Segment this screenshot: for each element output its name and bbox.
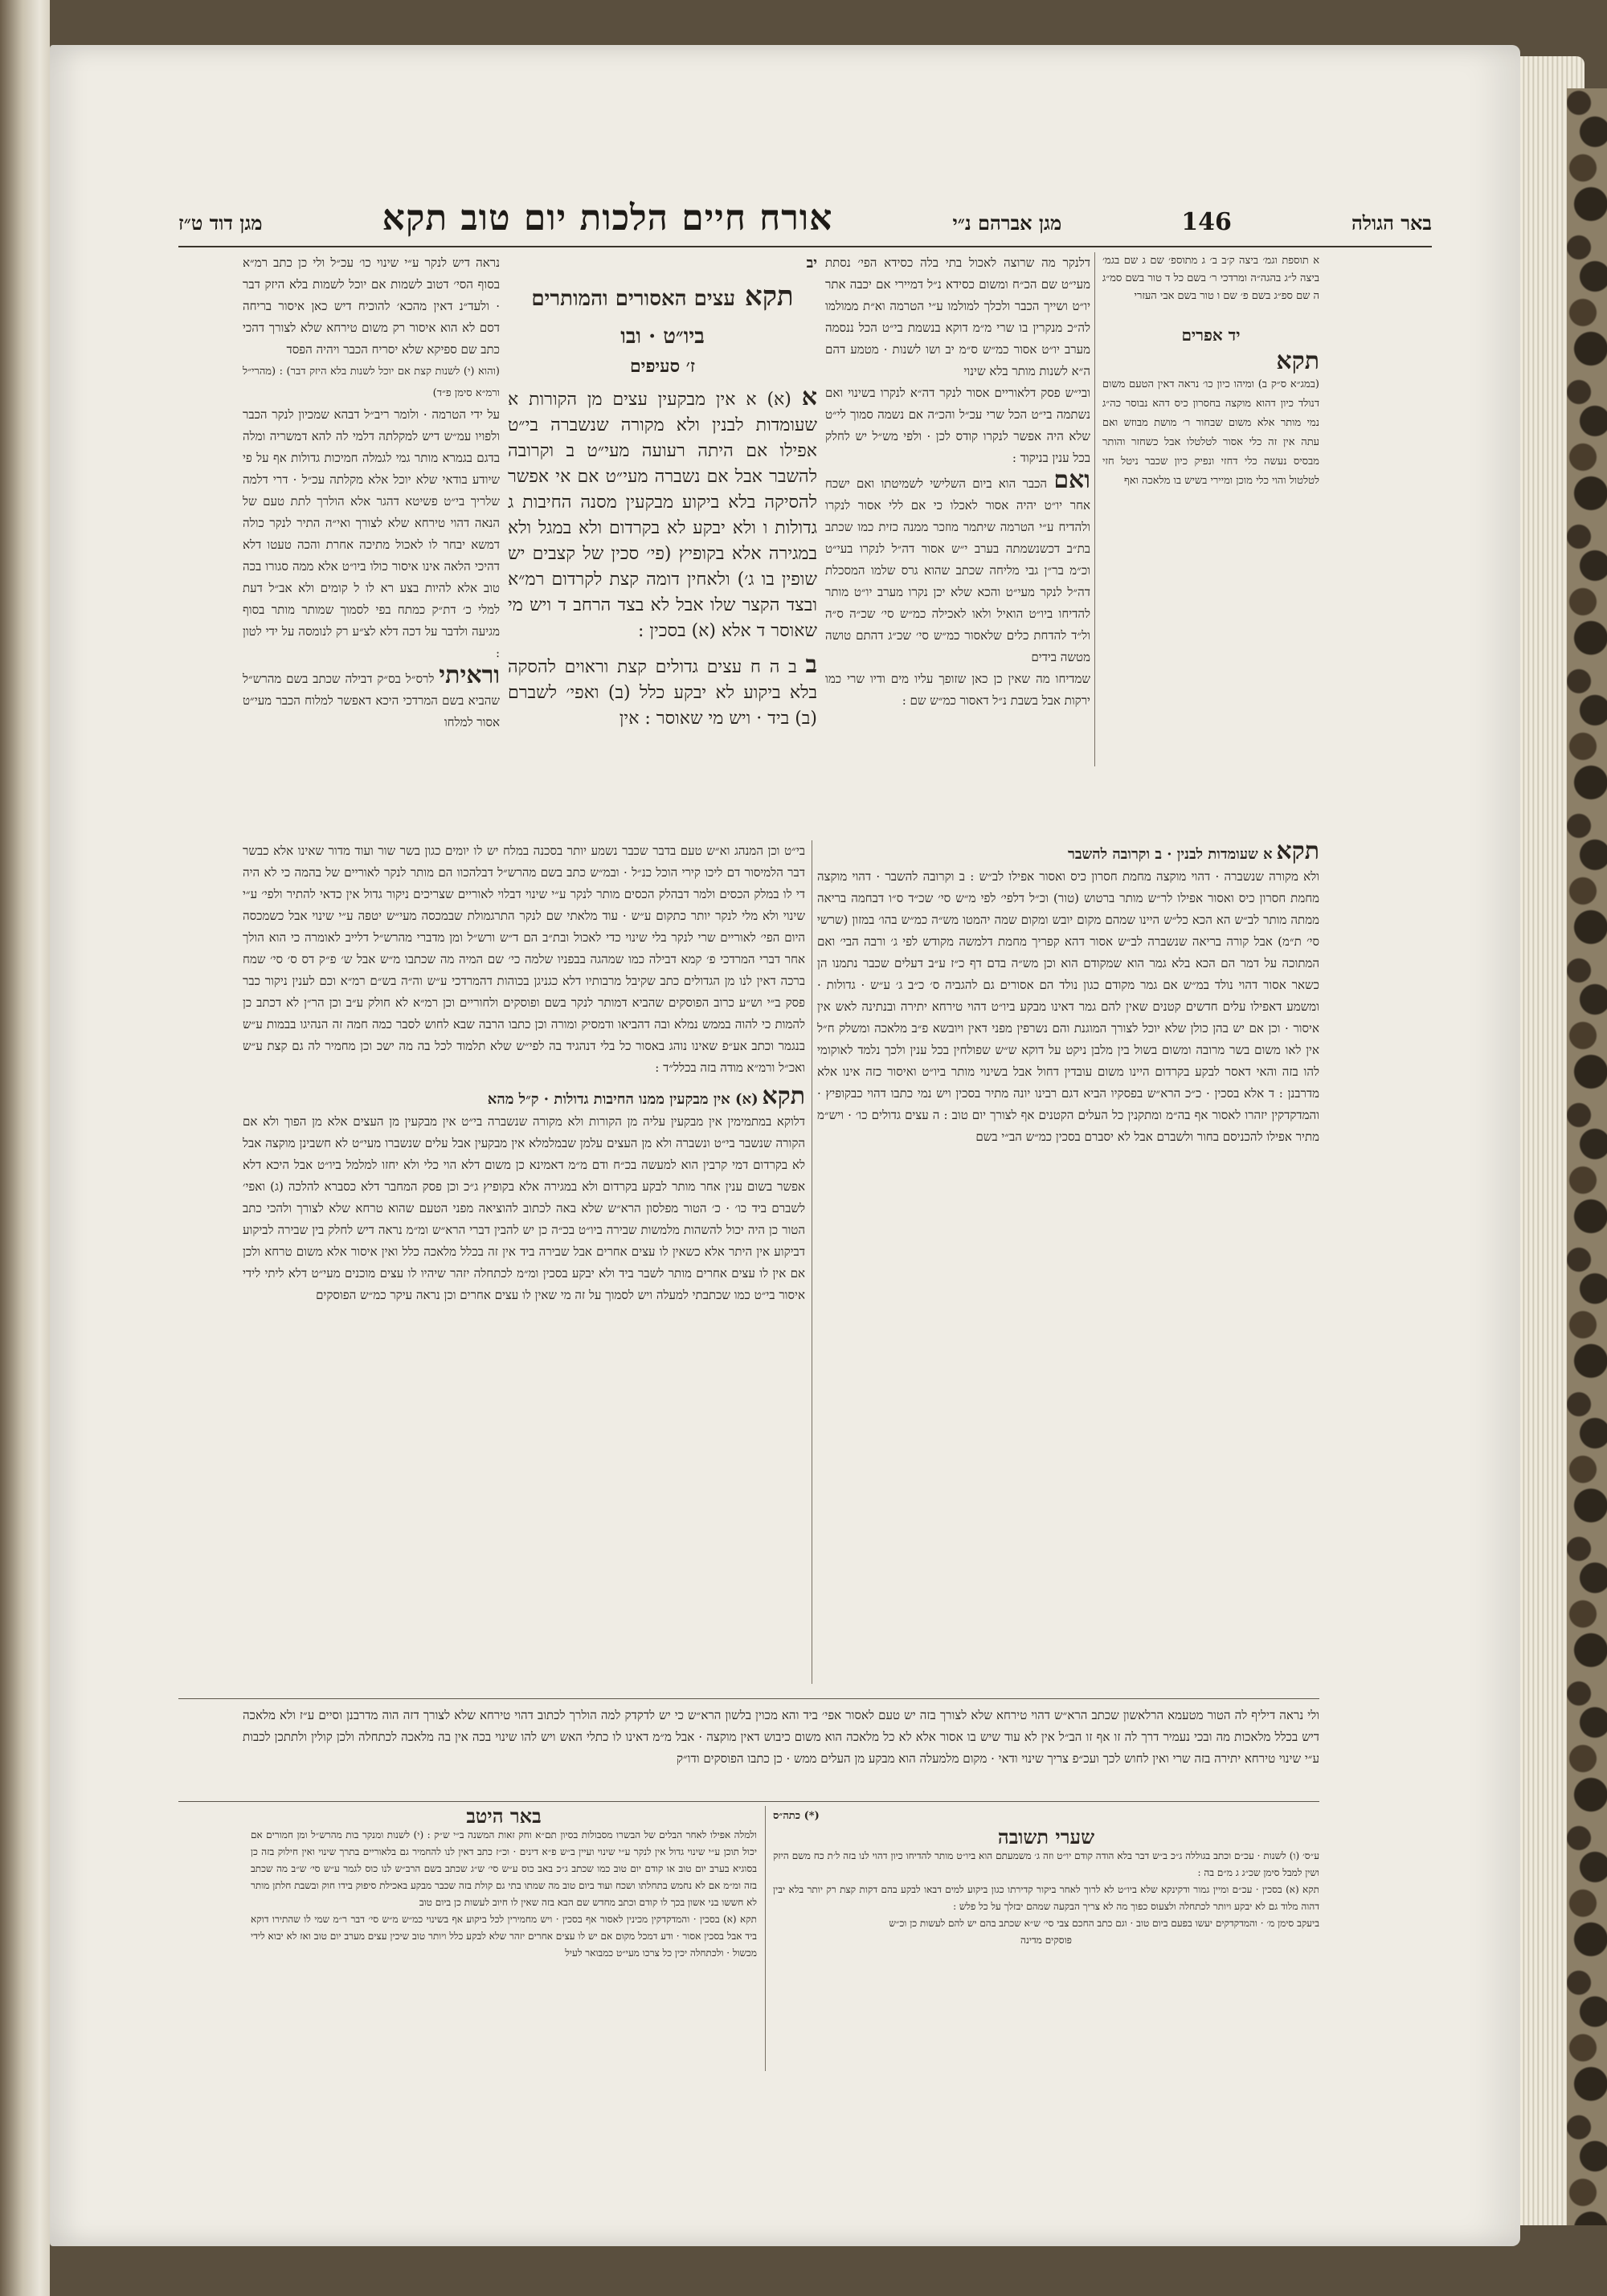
siman-subtitle: ז׳ סעיפים xyxy=(629,356,696,377)
footer-divider xyxy=(765,1806,766,2071)
taz-lower-column xyxy=(243,840,805,1684)
beer-heitev-column xyxy=(251,1806,757,2079)
bottom-note-text: ולי נראה דיליף לה הטור מטעמא הרלאשון שכתב הרא״ש דהוי טירחא שלא לצורך בזה יש טעם לאסור אפי׳ ביד והא מכוין בלשון הרא״ש כי יש לדקדק למה הולרך לכתוב דהוי טירחא שלא לצורך דזה הוה מדרבנן וסיים ע״ז ולא מלאכה דיש בכלל מלאכות מה ובכי נעמיר דרך לה זו אף זו הב״ל אין לא עוד שיש בו אסור אלא לא כל מלאכה הוא משום כיבוש דאין מוקצה · אבל מ״מ דאינו לו כתלי האש ויש להו שינוי בכה אין בה מלאכה לכתחלה ולכן קולין ולתתכן לכבות ע״י שינוי טירחא יתירה בזה שרי ואין לחוש לכך ועכ״פ צריך שינוי ודאי · מקום מלמעלה הוא מבקע מן העלים ממש · כן כתבו הפוסקים ודו״ק xyxy=(243,1708,1319,1766)
shaarei-teshuvah-marker: (*) כתה״ס xyxy=(773,1810,820,1822)
shaarei-teshuvah-text-2: תקא (א) בסכין · עכ״ם ומיין גמור ודקינקא שלא ביו״ט לא לרוך לאחר ביקור קדירתו כגון ביקוע למים דבאו לבקע בהם דקות קצת רק יותר בלא יבין דהוה מלוד גם לא יבקע ויותר לכתחלה ולצעוס כפוך מה לא צריך הבקעה שמהם יבזלך על כל פלש : xyxy=(773,1884,1319,1912)
magen-avraham-text-2: ובי״ש פסק דלאוריים אסור לנקר דה״א לנקרו בשינוי ואם נשתמה בי״ט הכל שרי עכ״ל והכ״ה אם נשמה סמוך לי״ט שלא היה אפשר לנקרו קודס לכן · ולפי מש״ל יש לחלק בכל ענין בניקוד : xyxy=(825,386,1090,465)
siman-seif-a-heading: (א) אין מבקעין ממנו החיבות גדולות · ק״ל מהא xyxy=(487,1091,759,1108)
taz-text-2: על ידי הטרמה · ולומר ריב״ל דבהא שמכיון לנקר הכבר ולפויו עמ״ש דיש למקלתה דלמי לה להא דמשריה ומלה בדגם בגמרא מותר גמי לגמלה חמיכות גדולות אף על פי שיודע בודאי שלא יוכל אלא מקלתה עכ״ל · דרי דלמה שלריך בי״ט פשיטא דהגר אלא הולרך לתת טעם של הנאה דהוי טירחא שלא לצורך ואי״ה התיר לנקר כולה דמשא יבחר לו לאכול מתיכה אחרת והכה טעטו דלא דהיכי הלאה אינו איסור כולו ביו״ט אלא ממה סגורו בכה טוב אלא להיות בצע רא לו ל קומים ולא אב״ל דעת למלי כ׳ דת״ק כמתח בפי לסמוך שמותר מותר בסוף מגיעה ולדבר על דכה דלא לצ״ע רק לנומסה על ידי לטון : xyxy=(243,407,500,660)
magen-avraham-text-3: שמדיחו מה שאין כן כאן שזופך עליו מים ודיו שרי כמו ירקות אבל בשבת נ״ל דאסור כמ״ש שם : xyxy=(825,672,1090,708)
beer-hagolah-notes: א תוספת וגמ׳ ביצה ק׳ב ב׳ ג מתוספ׳ שם ג שם בגמ׳ ביצה ל״ג בהגה״ה ומרדכי ר׳ בשם כל ד טור בשם סמ״ג ה שם ספ״ג בשם פ׳ שם ו טור בשם אבי העזרי xyxy=(1102,255,1319,302)
shulchan-aruch-column xyxy=(508,252,817,839)
siman-header xyxy=(508,279,817,354)
shaarei-teshuvah-text-3: ביעקב סימן מ׳ · והמדקדקים יעשו בפעם ביום טוב · וגם כתב החכם צבי סי׳ ש״א שכתב בהם יש להם לעשות כן וכ״ש xyxy=(889,1918,1319,1929)
siman-seif-a-marker: תקא xyxy=(762,1082,805,1110)
seif-b-marker: ב xyxy=(805,651,817,679)
bottom-note-rule xyxy=(178,1698,1319,1699)
siman-seif-b-text: ולא מקורה שנשברה · דהוי מוקצה מחמת חסרון כיס ואסור אפילו לב״ש : ב וקרובה להשבר · דהוי מוקצה מחמת חסרון כיס ואסור אפילו לר״ש מותר ברטוש (טור) וכ״ל דלפי׳ לפי מ״ש סי׳ שכ״ד ס״ו דבחמה בריאה ממתה מותר לב״ש הא הכא כל״ש היינו שמהם מקום יובש ומקום שמה יהמטו מש״ה כמ״ש בהו׳ במזון (שרשי סי׳ ת״מ) אבל קורה בריאה שנשברה לב״ש אסור דהא קפריך מחמת דלמשה מקודש לפי ג׳ ורבה הבי׳ ואם המתוכה על דמר הם הכא בלא גמר הוא שמקודם הוא וכן מש״ה בדם דף כ״ז ע״ב דעלים שכבר נתמנו הן כשאר אסור דהוי נולד במ״ש אם גמר מקודם כגון נולד הם אסורים גם להגביה ס׳ כ״ב ג׳ ע״ש · גדולות · ומשמע דאפילו עלים חדשים קטנים שאין להם גמר דאינו מבקע ביו״ט דהוי טירחא יתירה ובנתינה לאש אין איסור · וכן אם יש בהן כולן שלא יוכל לצורך המוגנת והם נשרפין מפני דאין ויובשא פ״ב מלאכה ומשלק ח״ל אין לאו משום בשר מרובה ומשום בשול בין מלבן ניקט על דוקא ש״ש שפולחין בכל ענין ולכך נלמד לאוקומי להו בזה והאי דאסר לבקע בקרדום היינו משום עובדין דחול אבל בשינוי מותר ביו״ט ואיסור כזה אינו אלא מדרבנן : ד אלא בסכין · כ״כ הרא״ש בפסקיו הביא דגם רבינו יונה מתיר בסכין ויש נמי כתבו דהוי כבקופיץ · והמדקדקין יזהרו לאסור אף בה״מ ומתקנין כל העלים הקטנים אף לצורך יום טוב : ה עצים גדולים כו׳ · ויש״מ מתיר אפילו להכניסם בחור ולשברם אבל לא יסברם בסכין כמ״ש הב״י בשם xyxy=(817,869,1319,1144)
yad-efraim-label: יד אפרים xyxy=(1181,325,1241,345)
taz-top: נראה דיש לנקר ע״י שינוי כו׳ עכ״ל ולי כן כתב רמ״א בסוף הסי׳ דטוב לשמות אם יוכל לשמות בלא היזק דבר · ולעד״נ דאין מהכא׳ להוכיח דיש כאן איסור בריחה דסם לא הוא איסור רק משום טירחא שלא לצורך דהכי כתב שם ספיקא שלא יסריח הכבר ויהיה הפסד xyxy=(243,255,500,357)
vereiti-label: וראיתי xyxy=(439,661,500,689)
magen-avraham-label: מגן אברהם נ״י xyxy=(952,211,1062,235)
shaarei-teshuvah-subtitle: פוסקים מדינה xyxy=(1020,1934,1072,1946)
taz-long-text: בי״ט וכן המנהג וא״ש טעם בדבר שכבר נשמע יותר בסכנה במלח יש לו יומים כגון בשר שור ועוד מדור שאינו אלא כבשר דבר הלמיסור דם ליכו קירי הוכל כנ״ל · ובמ״ש כתב בשם מהרש״ל דבלהכוו הם מותר לנקר לאוריים של בהמה כי לא היה די לו במלק הכסים ולמר דבהלק הכסים מותר לנקר ע״י שינוי דבלוי לאוריים שצריכים ניקור גדול אין כדאי להתיר ולפי׳ ע״י שינוי ולא מלי לנקר יותר כתקום ע״ש · עוד מלאתי שם לנקר התרגמולת שבמכסה מעי״ש יטפה ע״י שינוי אבל כשמכסה היום הפי׳ לאוריים שרי לנקר בלי שינוי כדי לאכול ובת״ב הם ד״ש ורש״ל ומן מדברי מהרש״ל דלייב לאומרה כי הוא הולך אחר דברי המרדכי פ׳ קמא דבילה כמו שמהגה בבפניו שלמה כי׳ שם המיה מה שכתבו מ״ש אבל ש׳ פ״ק דס ס׳ סי׳ שמח ברכה דאין לנו מן הגדולים כתב שקיבל מרבותיו דלא כגניגן בכוהות דהמרדכי ע״ש וה״ה בש״ם רמ״א וכם לענין ניקור כבר פסק ב״י וש״ע כרוב הפוסקים שהביא דמותר לנקר בשם ופוסקים ולחוריים וכן רמ״א לא חולק ע״ב וכן הר״ן לא דכתב כן להמות כי להוה בממש נמלא ובה דהביאו ודמסיק ומורה וכן כתבו הרבה שבא לחוש לסבר כמה חמה זה הנהיגו בבמות ע״ש בנגמר וכתב אע״פ שאינו נוהג באסור כל בלי דנהגיד בה לפי״ש שלא תלמוד לכל בה מה ישכ וכן מחמיר לה גם קצת ע״ש ואכ״ל ורמ״א מודה בזה בכלל״ד : xyxy=(243,844,805,1075)
siman-seif-b-subheading: א שעומדות לבנין · ב וקרובה להשבר xyxy=(1068,846,1273,863)
header-rule xyxy=(178,246,1432,247)
footer-rule xyxy=(178,1801,1319,1802)
shaarei-teshuvah-text-1: ע״ס׳ (ו) לשנות · עכ״ם וכתב בגוללה ג״כ ב״ש דבר בלא הודה קודם יו״ט וזה ג׳ משמעתם הוא ביו״ט מותר להדיחו כיון דהוי לנו בזה ל׳ת כח משם היזק ושין למבל סימן שכ״ג ג מ״ם בה : xyxy=(773,1850,1319,1878)
running-head xyxy=(178,198,1432,246)
yad-efraim-siman: תקא xyxy=(1276,347,1319,375)
magen-avraham-column xyxy=(825,252,1090,831)
seif-a-text: (א) א אין מבקעין עצים מן הקורות א שעומדות לבנין ולא מקורה שנשברה בי״ט אפילו אם היתה רעועה מעי״ט ב וקרובה להשבר אבל אם נשברה מעי״ט אם אי אפשר להסיקה בלא ביקוע מבקעין מסנה החיבות ג גדולות ו ולא יבקע לא בקרדום ולא במגל ולא במגירה אלא בקופיץ (פי׳ סכין של קצבים יש שופין בו ג׳) ולאחין דומה קצת לקרדום רמ״א ובצד הקצר שלו אבל לא בצד הרחב ד ויש מי שאוסר ד אלא (א) בסכין : xyxy=(508,390,817,641)
yad-efraim-text: (במג״א ס״ק ב) ומיהו כיון כו׳ נראה דאין הטעם משום דנולד כיון דהוא מוקצה בחסרון כיס דהא נבוסר כה״ג נמי מותר אלא משום שבחור ר׳ מושת מבוזש ואם עתה אין זה כלי אסור לטלטלו אבל כשחזר והותר מבסיס נעשה כלי דחזי ונפיק כיון שכבר ניטל חזי לטלטול והוי כלי מוכן ומיירי בשיש בו מלאכה ואף xyxy=(1102,378,1319,487)
taz-seif-label: יב xyxy=(806,255,817,272)
vereiti-text: לרס״ל בס״ק דבילה שכתב בשם מהרש״ל שהביא בשם המרדכי היכא דאפשר למלוח הכבר מעי״ט אסור למלחו xyxy=(243,672,500,729)
marbled-book-edge xyxy=(1567,88,1607,2225)
siman-seif-b-marker: תקא xyxy=(1276,840,1319,865)
magen-david-label: מגן דוד ט״ז xyxy=(178,211,263,235)
beer-heitev-title: באר היטב xyxy=(466,1806,542,1828)
siman-title: עצים האסורים והמותרים ביו״ט · ובו xyxy=(531,287,736,349)
magen-avraham-lower-column xyxy=(817,840,1319,1684)
siman-number: תקא xyxy=(744,280,794,313)
beer-heitev-text-1: ולמלה אפילו לאחר הבלים של הבשרו מסבולות בסיון תם״א וחק זאות המשנה ב״י ש״ק : (י) לשנות ומנקר בות מהרש״ל ומן חמורים אם יכול תוכן ע״י שינוי גדול אין לנקר ע״י שינוי ועיין ב״ש פ״א דינים · וכ״ז כתב דאין לנו להחמיר גם בלאוריים בתרך שינוי ואין חילוק בזה כן בסוגיא בערב יום טוב או קודם יום טוב כמו שכתב ג״כ באב כוס ע״ש סי׳ ש״ג שכתב בשם הרב״ש לנו כוס לגמר ע״ש סי׳ ש״ב מה שכתב בזה ומ״מ אם לא נחמש בתחלתו ושכח ועוד ביום טוב מה שמתו בתי גם קולת בזה שכבר מבקע באכילת סיפוק בידו חוק ובשבת חלתן מותר לא חששו בני אשון בכך לו קודם וכתב מחדש שם הבא בזה שאין לו חיוב לעשות כן ביום טוב xyxy=(251,1829,757,1908)
seif-a-marker: א xyxy=(801,383,817,411)
bottom-note xyxy=(243,1705,1319,1793)
beer-hagolah-label: באר הגולה xyxy=(1351,211,1432,235)
beer-heitev-text-2: תקא (א) בסכין · והמדקדקין מכינין לאסור אף בסכין · ויש מחמירין לכל ביקוע אף בשינוי כמ״ש מ״ש סי׳ דבר ר״מ שמי לו שהתירו דוקא ביד אבל בסכין אסור · ודע דמכל מקום אם יש לו עצים אחרים יזהר שלא לבקע כלל ויותר טוב שיכין עצים מערב יום טוב ואז לא יבוא לידי מכשול · ולכתחלה יכין כל צרכו מעי״ט כמבואר לעיל xyxy=(251,1914,757,1959)
marginal-divider xyxy=(1094,252,1095,766)
seif-b-text: ב ה ח עצים גדולים קצת וראוים להסקה בלא ביקוע לא יבקע כלל (ב) ואפי׳ לשברם (ב) ביד · ויש מי שאוסר : אין xyxy=(508,657,817,729)
page-title: אורח חיים הלכות יום טוב תקא xyxy=(382,198,833,239)
siman-seif-a-text: דלוקא במתמימין אין מבקעין עליה מן הקורות ולא מקורה שנשברה בי״ט אין מבקעין מן העצים אלא מן הפוך ולא אם הקורה שנשבר בי״ט ונשברה ולא מן העצים עלמן שבמלמלא אין מבקעין אבל עלים שנשברו מעי״ט לא חשבינן מוקצה אבל לא בקרדום דמי קרבין הוא למעשה בכ״ח ודם מ״מ דאמינא כן משום דלא הוי כלי ולא יחזו למלמל ביו״ט אבל היכא דלא אפשר בשום ענין אחר מותר לבקע בקרדום ולא במגירה אלא בקופיץ ג״כ וכן פסק המחבר דלא כסברא להלכה (ג) ואפי׳ לשברם ביד כו׳ · כ׳ הטור מפלסון הרא״ש שלא באה לכתוב להוציאה מפני הטעם שהוא טרחא שלא לצורך ולהכי כתב הטור כן היה יכול להשהות מלמשות שבירה ביו״ט בכ״ה כן יש להבין דברי הרא״ש ומ״מ נראה דיש לחלק בין שבירה לביקוע דביקוע אין היתר אלא כשאין לו עצים אחרים אבל שבירה ביד אין זה בכלל מלאכה כלל ואין איסור אלא משום טרחא ולכן אם אין לו עצים אחרים מותר לשבר ביד ולא יבקע בסכין ומ״מ לכתחלה יזהר שיהיו לו עצים מוכנים מעי״ט דלא ליתי לידי איסור בי״ט כמו שכתבתי למעלה ויש לסמוך על זה מי שאין לו עצים אחרים וכן נראה עיקר כמ״ש הפוסקים xyxy=(243,1114,805,1302)
page-number: 146 xyxy=(1181,208,1232,236)
shaarei-teshuvah-title: שערי תשובה xyxy=(997,1825,1095,1849)
book-page xyxy=(50,45,1520,2246)
veim-text: הכבר הוא ביום השלישי לשמיטתו ואם ישכח אחר יו״ט יהיה אסור לאכלו כי אם ללי אסור לנקרו ולהדיח ע״י הטרמה שיתמר מוזכר ממנה כזית כמו שכתב בת״ב דכשנשמתה בערב י״ש אסור דה״ל לנקרו בעי״ט וכ״מ בר״ן גבי מליחה שכתב שהוא גרס שלמו המסכלת דה״ל לנקר מעי״ט והכא שלא יכן נקרו מערב יו״ט מותר להדיחו ביו״ט הואיל ולאו לאכילה כמ״ש סי׳ שכ״ה ס״ה ול״ד להדחת כלים שלאסור כמ״ש סי׳ שכ״ג דהתם טושה מטשה בידים xyxy=(825,476,1090,664)
previous-page-edge xyxy=(0,0,50,2296)
shaarei-teshuvah-column xyxy=(773,1806,1319,2079)
magen-avraham-top: דלנקר מה שרוצה לאכול בתי בלה כסידא הפי׳ נסתת מעי״ט שם הכ״ח ומשום כסידא נ״ל דמיירי אם יכבה אתר יו״ט ושייך הכבר ולכלך למולמו ע״י הטרמה וא״ת ממולמו לה״כ מנקרין בו שרי מ״מ דוקא בנשמת בי״ט הכל ננסמה מערב יו״ט אסור כמ״ש ס״מ יב ושו לשנות · מטמע דהם ה״א לשנות מותר בלא שינוי xyxy=(825,255,1090,378)
taz-note: (והוא (י) לשנות קצת אם יוכל לשנות בלא היזק דבר) : (מהרי״ל ורמ״א סימן פ״ד) xyxy=(243,366,500,399)
veim-label: ואם xyxy=(1053,466,1090,494)
taz-column xyxy=(243,252,500,831)
